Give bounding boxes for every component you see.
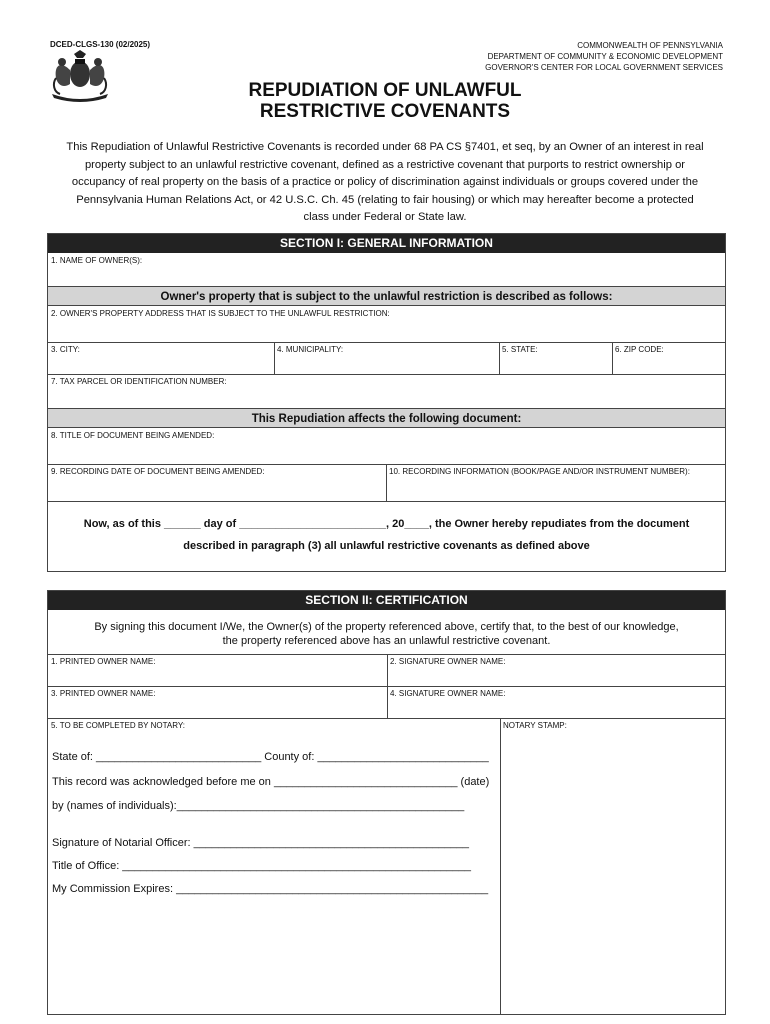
- document-subheader: This Repudiation affects the following document:: [48, 408, 725, 428]
- notary-section: [48, 718, 500, 1014]
- repudiation-statement-line-2: described in paragraph (3) all unlawful restrictive covenants as defined above: [183, 540, 590, 552]
- notary-commission-expires[interactable]: My Commission Expires: ___________________________________________________: [52, 883, 489, 895]
- title-line-1: REPUDIATION OF UNLAWFUL: [248, 80, 522, 101]
- notary-stamp-area: [500, 718, 725, 1014]
- signature-owner-name-2-field[interactable]: [387, 686, 725, 718]
- section-1: [47, 233, 726, 572]
- printed-owner-name-1-field[interactable]: [48, 654, 387, 686]
- section-2-header: SECTION II: CERTIFICATION: [48, 591, 725, 610]
- agency-line-2: DEPARTMENT OF COMMUNITY & ECONOMIC DEVELOPMENT: [487, 52, 723, 61]
- form-code: DCED-CLGS-130 (02/2025): [50, 40, 151, 49]
- notary-signature[interactable]: Signature of Notarial Officer: _____________________________________________: [52, 837, 469, 849]
- municipality-field[interactable]: [274, 342, 499, 374]
- signature-owner-name-1-label: 2. SIGNATURE OWNER NAME:: [390, 657, 506, 666]
- owner-name-field[interactable]: [48, 253, 725, 286]
- notary-individual-names[interactable]: by (names of individuals):_______________________________________________: [52, 800, 465, 812]
- tax-parcel-label: 7. TAX PARCEL OR IDENTIFICATION NUMBER:: [51, 377, 227, 386]
- state-label: 5. STATE:: [502, 345, 538, 354]
- printed-owner-name-1-label: 1. PRINTED OWNER NAME:: [51, 657, 156, 666]
- printed-owner-name-2-field[interactable]: [48, 686, 387, 718]
- agency-header: [485, 40, 723, 73]
- section-2: [47, 590, 726, 1015]
- zip-code-label: 6. ZIP CODE:: [615, 345, 664, 354]
- signature-owner-name-1-field[interactable]: [387, 654, 725, 686]
- intro-paragraph: This Repudiation of Unlawful Restrictive Covenants is recorded under 68 PA CS §7401, et seq, by an Owner of an interest in real property subject to an unlawful restrictive covenant, defined as a restrictive covenant that purports to restrict ownership or occupancy of real property on the basis of a practice or policy of discrimination against individuals or groups covered under the Pennsylvania Human Relations Act, or 42 U.S.C. Ch. 45 (relating to fair housing) or which may hereafter become a protected class under Federal or State law.: [66, 141, 704, 223]
- certification-line-1: By signing this document I/We, the Owner(s) of the property referenced above, certify that, to the best of our knowledge,: [94, 621, 679, 633]
- printed-owner-name-2-label: 3. PRINTED OWNER NAME:: [51, 689, 156, 698]
- city-label: 3. CITY:: [51, 345, 80, 354]
- notary-stamp-label: NOTARY STAMP:: [503, 721, 567, 730]
- repudiation-statement-line-1: Now, as of this ______ day of ________________________, 20____, the Owner hereby repudiates from the document: [83, 518, 690, 530]
- property-address-field[interactable]: [48, 306, 725, 342]
- city-field[interactable]: [48, 342, 274, 374]
- section-1-header: SECTION I: GENERAL INFORMATION: [48, 234, 725, 253]
- property-address-label: 2. OWNER'S PROPERTY ADDRESS THAT IS SUBJECT TO THE UNLAWFUL RESTRICTION:: [51, 309, 390, 318]
- signature-owner-name-2-label: 4. SIGNATURE OWNER NAME:: [390, 689, 506, 698]
- notary-state-county[interactable]: State of: ___________________________ County of: ____________________________: [52, 751, 489, 763]
- title-line-2: RESTRICTIVE COVENANTS: [259, 101, 511, 122]
- document-title-label: 8. TITLE OF DOCUMENT BEING AMENDED:: [51, 431, 215, 440]
- recording-info-field[interactable]: [386, 464, 725, 501]
- owner-name-label: 1. NAME OF OWNER(S):: [51, 256, 143, 265]
- page-title: [0, 80, 770, 122]
- recording-date-field[interactable]: [48, 464, 386, 501]
- document-title-field[interactable]: [48, 428, 725, 464]
- agency-line-1: COMMONWEALTH OF PENNSYLVANIA: [577, 41, 723, 50]
- notary-title-of-office[interactable]: Title of Office: _________________________________________________________: [52, 860, 472, 872]
- zip-code-field[interactable]: [612, 342, 725, 374]
- notary-label: 5. TO BE COMPLETED BY NOTARY:: [51, 721, 185, 730]
- property-subheader: Owner's property that is subject to the unlawful restriction is described as follows:: [48, 286, 725, 306]
- state-field[interactable]: [499, 342, 612, 374]
- tax-parcel-field[interactable]: [48, 374, 725, 407]
- agency-line-3: GOVERNOR'S CENTER FOR LOCAL GOVERNMENT SERVICES: [485, 63, 723, 72]
- notary-acknowledged-date[interactable]: This record was acknowledged before me on ______________________________ (date): [52, 776, 490, 788]
- recording-date-label: 9. RECORDING DATE OF DOCUMENT BEING AMENDED:: [51, 467, 265, 476]
- certification-line-2: the property referenced above has an unlawful restrictive covenant.: [222, 635, 551, 647]
- municipality-label: 4. MUNICIPALITY:: [277, 345, 344, 354]
- recording-info-label: 10. RECORDING INFORMATION (BOOK/PAGE AND/OR INSTRUMENT NUMBER):: [389, 467, 690, 476]
